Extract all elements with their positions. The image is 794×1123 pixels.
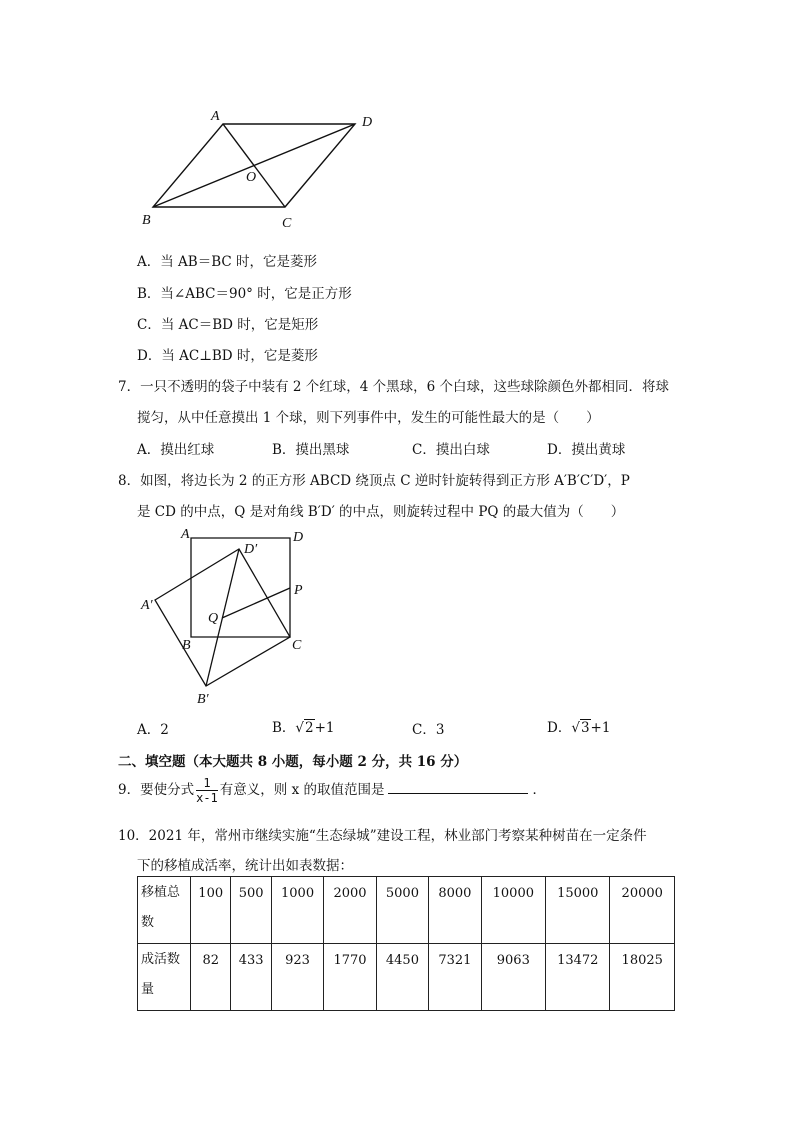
q8-option-d: D．√3+1 [547, 720, 611, 736]
label-d: D [293, 530, 304, 545]
table-cell: 5000 [376, 877, 428, 944]
table-row [138, 944, 675, 1011]
q7-line1: 7．一只不透明的袋子中装有 2 个红球，4 个黑球，6 个白球，这些球除颜色外都相同．将球 [118, 379, 670, 395]
label-b: B [182, 638, 191, 653]
table-cell: 1000 [271, 877, 323, 944]
q8-line2: 是 CD 的中点，Q 是对角线 B′D′ 的中点，则旋转过程中 PQ 的最大值为（ ） [137, 504, 625, 520]
q6-option-c: C．当 AC＝BD 时，它是矩形 [137, 317, 319, 333]
transplant-table [137, 876, 675, 1011]
q8-option-a: A．2 [137, 722, 169, 738]
table-cell: 10000 [481, 877, 545, 944]
diagonal-bd [153, 124, 355, 207]
q8-option-c: C．3 [412, 722, 445, 738]
q10-line2: 下的移植成活率，统计出如表数据： [137, 858, 353, 874]
q7-option-c: C．摸出白球 [412, 442, 490, 458]
table-cell: 500 [231, 877, 271, 944]
section2-title: 二、填空题（本大题共 8 小题，每小题 2 分，共 16 分） [118, 754, 468, 770]
label-a: A [211, 109, 220, 124]
q7-option-a: A．摸出红球 [137, 442, 215, 458]
table-cell: 923 [271, 944, 323, 1011]
q7-option-b: B．摸出黑球 [272, 442, 350, 458]
table-cell: 9063 [481, 944, 545, 1011]
label-b: B [142, 213, 151, 228]
table-cell: 15000 [546, 877, 610, 944]
q8-option-b: B．√2+1 [272, 720, 335, 736]
segment-pq [222, 588, 290, 618]
label-p: P [294, 583, 303, 598]
table-cell: 2000 [324, 877, 376, 944]
table-cell: 433 [231, 944, 271, 1011]
parallelogram-figure [140, 105, 380, 235]
q9-answer-blank[interactable] [388, 781, 528, 794]
q8-line1: 8．如图，将边长为 2 的正方形 ABCD 绕顶点 C 逆时针旋转得到正方形 A′B′C′D′，P [118, 473, 630, 489]
q6-option-b: B．当∠ABC＝90° 时，它是正方形 [137, 286, 352, 302]
label-b-prime: B′ [197, 692, 209, 707]
table-cell: 1770 [324, 944, 376, 1011]
q9-fraction: $\frac{1}{x-1}$ [196, 776, 218, 805]
table-cell: 13472 [546, 944, 610, 1011]
label-a: A [181, 527, 190, 542]
q10-line1: 10．2021 年，常州市继续实施“生态绿城”建设工程，林业部门考察某种树苗在一定条件 [118, 828, 647, 844]
table-cell: 18025 [610, 944, 675, 1011]
q6-option-a: A．当 AB＝BC 时，它是菱形 [137, 254, 318, 270]
label-q: Q [208, 611, 219, 626]
label-c: C [292, 638, 302, 653]
table-row [138, 877, 675, 944]
table-cell: 100 [191, 877, 231, 944]
q6-option-d: D．当 AC⊥BD 时，它是菱形 [137, 348, 318, 364]
q7-line2: 搅匀，从中任意摸出 1 个球，则下列事件中，发生的可能性最大的是（ ） [137, 410, 600, 426]
label-a-prime: A′ [141, 598, 153, 613]
label-o: O [246, 170, 257, 185]
table-cell: 8000 [429, 877, 481, 944]
table-cell: 4450 [376, 944, 428, 1011]
label-d: D [362, 115, 373, 130]
row-header-survived: 成活数量 [138, 944, 191, 1011]
q9-line: 9．要使分式 $\frac{1}{x-1}$ 有意义，则 x 的取值范围是 ． [118, 776, 546, 805]
label-c: C [282, 216, 292, 231]
rotation-figure [135, 522, 325, 712]
label-d-prime: D′ [244, 542, 258, 557]
table-cell: 7321 [429, 944, 481, 1011]
q7-option-d: D．摸出黄球 [547, 442, 626, 458]
table-cell: 20000 [610, 877, 675, 944]
row-header-total: 移植总数 [138, 877, 191, 944]
table-cell: 82 [191, 944, 231, 1011]
